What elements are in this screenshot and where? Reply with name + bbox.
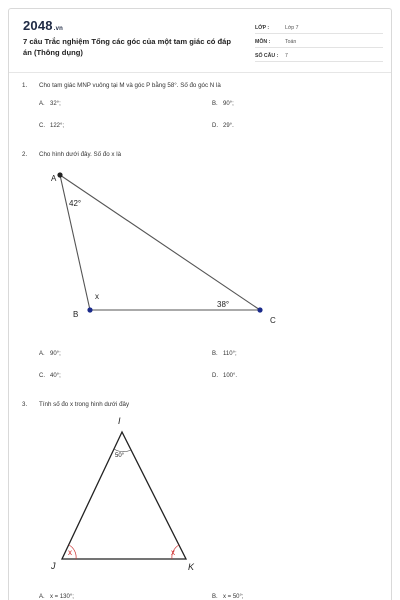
q2-option-b[interactable]: B. 110°; [212,351,237,357]
angle-a-label: 42° [69,199,82,208]
meta-subject: MÔN : Toán [255,36,383,48]
q2-option-c[interactable]: C. 40°; [39,373,61,379]
angle-k-label: x [171,548,175,557]
meta-grade: LỚP : Lớp 7 [255,22,383,34]
angle-b-label: x [95,292,99,301]
angle-i-label: 50° [115,453,125,459]
angle-j-label: x [68,548,72,557]
q2-option-a[interactable]: A. 90°; [39,351,61,357]
page-title: 7 câu Trắc nghiệm Tổng các góc của một tam giác có đáp án (Thông dụng) [23,37,232,57]
triangle-ijk [62,432,186,559]
angle-i-arc [114,449,131,452]
angle-c-label: 38° [217,300,230,309]
vertex-a-label: A [51,174,57,183]
q1-option-b[interactable]: B. 90°; [212,101,234,107]
q1-option-c[interactable]: C. 122°; [39,123,65,129]
q3-option-a[interactable]: A. x = 130°; [39,594,74,600]
q1-option-d[interactable]: D. 29°. [212,123,234,129]
vertex-i-label: I [118,416,121,426]
q2-option-d[interactable]: D. 100°. [212,373,238,379]
vertex-k-label: K [188,562,195,572]
vertex-b-label: B [73,310,79,319]
site-logo[interactable]: 2048.vn [23,18,64,33]
vertex-c-label: C [270,316,276,325]
q1-option-a[interactable]: A. 32°; [39,101,61,107]
meta-question-count: SỐ CÂU : 7 [255,50,383,62]
vertex-j-label: J [51,561,56,571]
q3-option-b[interactable]: B. x = 50°; [212,594,244,600]
